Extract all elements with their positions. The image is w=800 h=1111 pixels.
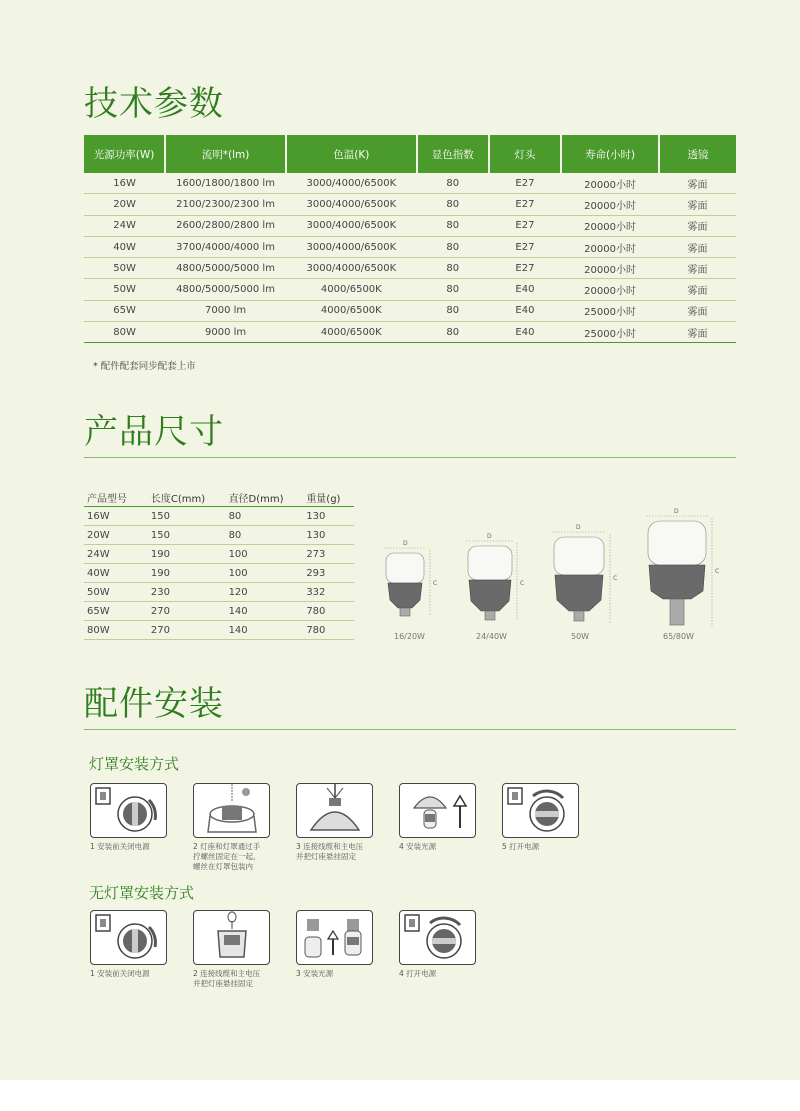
- spec-cell: 4000/6500K: [286, 322, 417, 343]
- bulb-drawing-16-20w: [384, 548, 430, 616]
- dim-header-row: [84, 488, 354, 507]
- spec-cell: E27: [489, 215, 561, 236]
- section-divider-install: [84, 729, 736, 730]
- without-shade-step-3: [296, 910, 376, 979]
- dim-cell: 150: [148, 507, 226, 526]
- dim-cell: 20W: [84, 526, 148, 545]
- spec-cell: 4000/6500K: [286, 279, 417, 300]
- dim-row: [84, 545, 354, 564]
- spec-cell: 20000小时: [561, 215, 659, 236]
- dim-cell: 140: [226, 602, 304, 621]
- without-shade-step-2: [193, 910, 273, 989]
- with-shade-step-4: [399, 783, 479, 852]
- switch-on-illustration: [399, 910, 476, 965]
- spec-cell: E27: [489, 258, 561, 279]
- spec-row: [84, 173, 736, 194]
- spec-row: [84, 279, 736, 300]
- spec-cell: 20000小时: [561, 258, 659, 279]
- spec-cell: 雾面: [659, 258, 736, 279]
- spec-cell: 9000 lm: [165, 322, 286, 343]
- dim-cell: 40W: [84, 564, 148, 583]
- spec-cell: 20000小时: [561, 236, 659, 257]
- spec-cell: 65W: [84, 300, 165, 321]
- step-caption: 4 打开电源: [399, 969, 437, 978]
- bulb-label-16-20w: 16/20W: [394, 632, 425, 641]
- step-caption: 1 安装前关闭电源: [90, 842, 150, 851]
- spec-cell: 40W: [84, 236, 165, 257]
- dim-cell: 780: [303, 621, 354, 640]
- bulb-drawing-50w: [552, 532, 610, 623]
- tech-specs-title: 技术参数: [84, 84, 224, 124]
- dim-row: [84, 621, 354, 640]
- dim-row: [84, 583, 354, 602]
- spec-cell: 80: [417, 173, 489, 194]
- spec-row: [84, 322, 736, 343]
- step-caption: 2 灯座和灯罩通过手 拧螺丝固定在一起, 螺丝在灯罩包装内: [193, 842, 261, 871]
- dim-cell: 130: [303, 526, 354, 545]
- spec-footnote: * 配件配套同步配套上市: [93, 361, 196, 372]
- spec-cell: 雾面: [659, 236, 736, 257]
- dim-cell: 780: [303, 602, 354, 621]
- spec-cell: E27: [489, 236, 561, 257]
- bulb1-c-label: C: [433, 580, 438, 587]
- dim-cell: 100: [226, 545, 304, 564]
- hang-fixture-illustration: [296, 783, 373, 838]
- spec-cell: 3000/4000/6500K: [286, 215, 417, 236]
- spec-cell: 3700/4000/4000 lm: [165, 236, 286, 257]
- spec-row: [84, 300, 736, 321]
- spec-header-lens: 透镜: [659, 135, 736, 173]
- dim-row: [84, 564, 354, 583]
- spec-cell: E27: [489, 173, 561, 194]
- bulb-drawing-24-40w: [466, 541, 517, 620]
- dim-cell: 120: [226, 583, 304, 602]
- switch-off-illustration: [90, 910, 167, 965]
- without-shade-step-1: [90, 910, 170, 979]
- spec-cell: 雾面: [659, 194, 736, 215]
- spec-row: [84, 194, 736, 215]
- spec-cell: 16W: [84, 173, 165, 194]
- bulb1-d-label: D: [403, 540, 408, 547]
- spec-cell: 50W: [84, 258, 165, 279]
- spec-header-life: 寿命(小时): [561, 135, 659, 173]
- dim-row: [84, 507, 354, 526]
- with-shade-step-1: [90, 783, 170, 852]
- dim-cell: 190: [148, 545, 226, 564]
- spec-cell: 3000/4000/6500K: [286, 194, 417, 215]
- switch-off-illustration: [90, 783, 167, 838]
- dim-cell: 273: [303, 545, 354, 564]
- dim-cell: 270: [148, 602, 226, 621]
- bulb-label-24-40w: 24/40W: [476, 632, 507, 641]
- installation-title: 配件安装: [84, 684, 224, 724]
- spec-cell: 80W: [84, 322, 165, 343]
- spec-row: [84, 258, 736, 279]
- install-bulb-illustration: [399, 783, 476, 838]
- spec-cell: 80: [417, 236, 489, 257]
- spec-cell: 雾面: [659, 173, 736, 194]
- spec-cell: 4800/5000/5000 lm: [165, 258, 286, 279]
- dim-header-weight: 重量(g): [303, 488, 354, 507]
- spec-cell: 4000/6500K: [286, 300, 417, 321]
- with-shade-title: 灯罩安装方式: [89, 755, 180, 773]
- page-footer-band: [0, 1080, 800, 1111]
- dim-cell: 24W: [84, 545, 148, 564]
- spec-cell: 4800/5000/5000 lm: [165, 279, 286, 300]
- spec-header-row: [84, 135, 736, 173]
- spec-cell: 24W: [84, 215, 165, 236]
- dim-header-length: 长度C(mm): [148, 488, 226, 507]
- section-divider: [84, 457, 736, 458]
- dim-cell: 80: [226, 526, 304, 545]
- spec-cell: 80: [417, 194, 489, 215]
- dim-cell: 50W: [84, 583, 148, 602]
- bulb-label-65-80w: 65/80W: [663, 632, 694, 641]
- bulb3-c-label: C: [613, 575, 618, 582]
- with-shade-step-3: [296, 783, 376, 862]
- without-shade-title: 无灯罩安装方式: [89, 884, 195, 902]
- dim-cell: 80W: [84, 621, 148, 640]
- spec-row: [84, 236, 736, 257]
- dim-row: [84, 526, 354, 545]
- dim-cell: 230: [148, 583, 226, 602]
- shade-mount-illustration: [193, 783, 270, 838]
- dimensions-title: 产品尺寸: [84, 412, 224, 452]
- spec-cell: 20000小时: [561, 279, 659, 300]
- dim-cell: 100: [226, 564, 304, 583]
- spec-cell: 80: [417, 322, 489, 343]
- spec-cell: 20000小时: [561, 194, 659, 215]
- spec-cell: 80: [417, 279, 489, 300]
- spec-row: [84, 215, 736, 236]
- dim-cell: 65W: [84, 602, 148, 621]
- with-shade-step-2: [193, 783, 273, 872]
- hang-holder-illustration: [193, 910, 270, 965]
- dim-cell: 190: [148, 564, 226, 583]
- bulb4-c-label: C: [715, 568, 720, 575]
- spec-cell: 20000小时: [561, 173, 659, 194]
- bulb2-c-label: C: [520, 580, 525, 587]
- spec-cell: E40: [489, 322, 561, 343]
- spec-header-cri: 显色指数: [417, 135, 489, 173]
- step-caption: 3 安装光源: [296, 969, 334, 978]
- dim-header-model: 产品型号: [84, 488, 148, 507]
- step-caption: 2 连接线缆和主电压 并把灯座悬挂固定: [193, 969, 261, 988]
- spec-cell: 80: [417, 258, 489, 279]
- bulb2-d-label: D: [487, 533, 492, 540]
- spec-cell: 50W: [84, 279, 165, 300]
- spec-header-lumen: 流明*(lm): [165, 135, 286, 173]
- install-bulb-illustration: [296, 910, 373, 965]
- switch-on-illustration: [502, 783, 579, 838]
- dim-cell: 293: [303, 564, 354, 583]
- dim-header-diameter: 直径D(mm): [226, 488, 304, 507]
- dim-row: [84, 602, 354, 621]
- spec-cell: 25000小时: [561, 300, 659, 321]
- bulb4-d-label: D: [674, 508, 679, 515]
- spec-cell: 3000/4000/6500K: [286, 258, 417, 279]
- spec-cell: 雾面: [659, 300, 736, 321]
- dim-cell: 332: [303, 583, 354, 602]
- bulb-drawing-65-80w: [646, 516, 712, 627]
- spec-cell: 2100/2300/2300 lm: [165, 194, 286, 215]
- dim-cell: 80: [226, 507, 304, 526]
- spec-cell: 1600/1800/1800 lm: [165, 173, 286, 194]
- spec-cell: 雾面: [659, 215, 736, 236]
- dimension-table: [84, 488, 354, 640]
- spec-cell: 80: [417, 300, 489, 321]
- spec-cell: 雾面: [659, 322, 736, 343]
- spec-table: [84, 135, 736, 343]
- spec-cell: 7000 lm: [165, 300, 286, 321]
- spec-cell: 3000/4000/6500K: [286, 173, 417, 194]
- spec-cell: 雾面: [659, 279, 736, 300]
- spec-header-base: 灯头: [489, 135, 561, 173]
- without-shade-step-4: [399, 910, 479, 979]
- dim-cell: 16W: [84, 507, 148, 526]
- spec-cell: 25000小时: [561, 322, 659, 343]
- dim-cell: 150: [148, 526, 226, 545]
- spec-cell: 2600/2800/2800 lm: [165, 215, 286, 236]
- bulb-dimension-drawings: [378, 505, 738, 645]
- dim-cell: 270: [148, 621, 226, 640]
- spec-cell: 20W: [84, 194, 165, 215]
- dim-cell: 140: [226, 621, 304, 640]
- step-caption: 3 连接线缆和主电压 并把灯座悬挂固定: [296, 842, 364, 861]
- with-shade-step-5: [502, 783, 582, 852]
- step-caption: 1 安装前关闭电源: [90, 969, 150, 978]
- spec-cell: E40: [489, 300, 561, 321]
- spec-cell: E27: [489, 194, 561, 215]
- spec-header-cct: 色温(K): [286, 135, 417, 173]
- step-caption: 5 打开电源: [502, 842, 540, 851]
- spec-cell: 3000/4000/6500K: [286, 236, 417, 257]
- bulb3-d-label: D: [576, 524, 581, 531]
- spec-cell: E40: [489, 279, 561, 300]
- spec-cell: 80: [417, 215, 489, 236]
- spec-header-power: 光源功率(W): [84, 135, 165, 173]
- step-caption: 4 安装光源: [399, 842, 437, 851]
- bulb-label-50w: 50W: [571, 632, 590, 641]
- dim-cell: 130: [303, 507, 354, 526]
